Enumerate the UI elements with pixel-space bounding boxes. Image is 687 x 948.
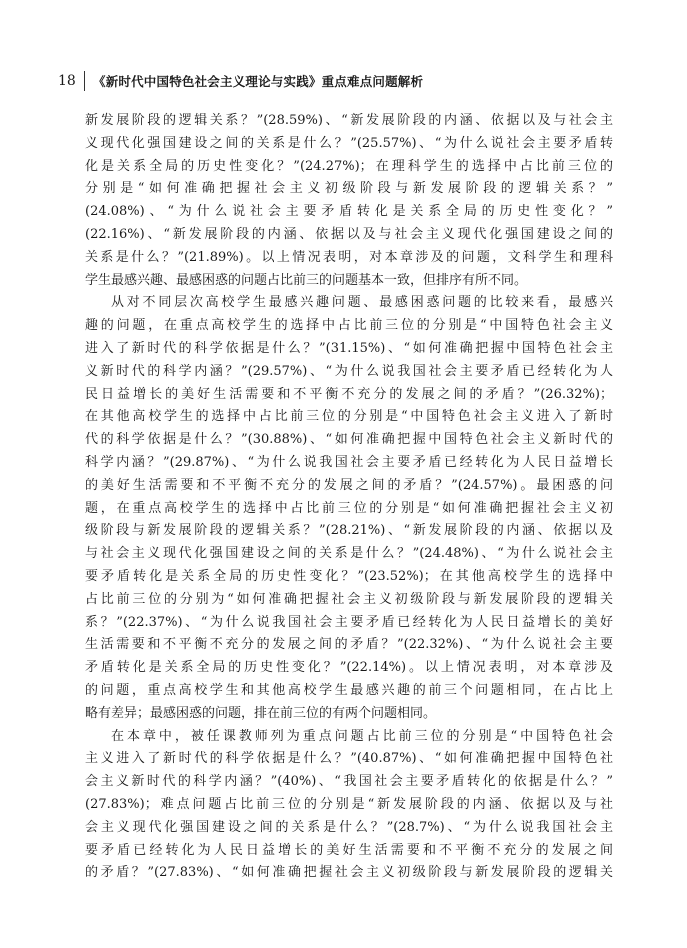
running-head-title: 《新时代中国特色社会主义理论与实践》重点难点问题解析 [93,74,424,89]
text-line: 的问题，重点高校学生和其他高校学生最感兴趣的前三个问题相同，在占比上 [85,682,613,698]
text-line: 学生最感兴趣、最感困惑的问题占比前三的问题基本一致，但排序有所不同。 [85,272,528,288]
text-line: 在本章中，被任课教师列为重点问题占比前三位的分别是“中国特色社会 [111,728,613,744]
text-line: (27.83%)；难点问题占比前三位的分别是“新发展阶段的内涵、依据以及与社 [85,796,613,812]
header-divider [84,71,85,91]
page-header [58,70,423,92]
body-text [85,110,613,885]
paragraph [85,726,613,886]
text-line: 从对不同层次高校学生最感兴趣问题、最感困惑问题的比较来看，最感兴 [111,295,613,311]
text-line: 要矛盾已经转化为人民日益增长的美好生活需要和不平衡不充分的发展之间 [85,842,613,858]
text-line: 科学内涵？”(29.87%)、“为什么说我国社会主要矛盾已经转化为人民日益增长 [85,454,613,470]
text-line: 系？”(22.37%)、“为什么说我国社会主要矛盾已经转化为人民日益增长的美好 [85,614,613,630]
text-line: 新发展阶段的逻辑关系？”(28.59%)、“新发展阶段的内涵、依据以及与社会主 [85,113,613,128]
paragraph [85,110,613,292]
text-line: 会主义新时代的科学内涵？”(40%)、“我国社会主要矛盾转化的依据是什么？” [85,774,613,790]
text-line: 略有差异；最感困惑的问题，排在前三位的有两个问题相同。 [85,705,437,721]
text-line: 义新时代的科学内涵？”(29.57%)、“为什么说我国社会主要矛盾已经转化为人 [85,363,613,379]
text-line: 在其他高校学生的选择中占比前三位的分别是“中国特色社会主义进入了新时 [85,409,613,425]
text-line: 主义进入了新时代的科学依据是什么？”(40.87%)、“如何准确把握中国特色社 [85,751,613,767]
text-line: 义现代化强国建设之间的关系是什么？”(25.57%)、“为什么说社会主要矛盾转 [85,135,613,151]
text-line: 的美好生活需要和不平衡不充分的发展之间的矛盾？”(24.57%)。最困惑的问 [85,477,613,493]
text-line: 矛盾转化是关系全局的历史性变化？”(22.14%)。以上情况表明，对本章涉及 [85,660,613,676]
text-line: 占比前三位的分别为“如何准确把握社会主义初级阶段与新发展阶段的逻辑关 [85,591,613,607]
text-line: 会主义现代化强国建设之间的关系是什么？”(28.7%)、“为什么说我国社会主 [85,819,613,835]
text-line: 化是关系全局的历史性变化？”(24.27%)；在理科学生的选择中占比前三位的 [85,158,613,174]
text-line: 要矛盾转化是关系全局的历史性变化？”(23.52%)；在其他高校学生的选择中 [85,568,613,584]
text-line: 关系是什么？”(21.89%)。以上情况表明，对本章涉及的问题，文科学生和理科 [85,249,613,265]
text-line: 分别是“如何准确把握社会主义初级阶段与新发展阶段的逻辑关系？” [85,181,613,197]
text-line: 题，在重点高校学生的选择中占比前三位的分别是“如何准确把握社会主义初 [85,500,613,516]
text-line: 代的科学依据是什么？”(30.88%)、“如何准确把握中国特色社会主义新时代的 [85,432,613,448]
text-line: 与社会主义现代化强国建设之间的关系是什么？”(24.48%)、“为什么说社会主 [85,546,613,562]
text-line: 趣的问题，在重点高校学生的选择中占比前三位的分别是“中国特色社会主义 [85,318,613,334]
text-line: (22.16%)、“新发展阶段的内涵、依据以及与社会主义现代化强国建设之间的 [85,226,613,242]
page-number: 18 [58,73,76,89]
text-line: 级阶段与新发展阶段的逻辑关系？”(28.21%)、“新发展阶段的内涵、依据以及 [85,523,613,539]
text-line: 的矛盾？”(27.83%)、“如何准确把握社会主义初级阶段与新发展阶段的逻辑关 [85,865,613,881]
paragraph [85,292,613,725]
text-line: 民日益增长的美好生活需要和不平衡不充分的发展之间的矛盾？”(26.32%)； [85,386,613,402]
text-line: (24.08%)、“为什么说社会主要矛盾转化是关系全局的历史性变化？” [85,204,613,220]
text-line: 生活需要和不平衡不充分的发展之间的矛盾？”(22.32%)、“为什么说社会主要 [85,637,613,653]
text-line: 进入了新时代的科学依据是什么？”(31.15%)、“如何准确把握中国特色社会主 [85,340,613,356]
